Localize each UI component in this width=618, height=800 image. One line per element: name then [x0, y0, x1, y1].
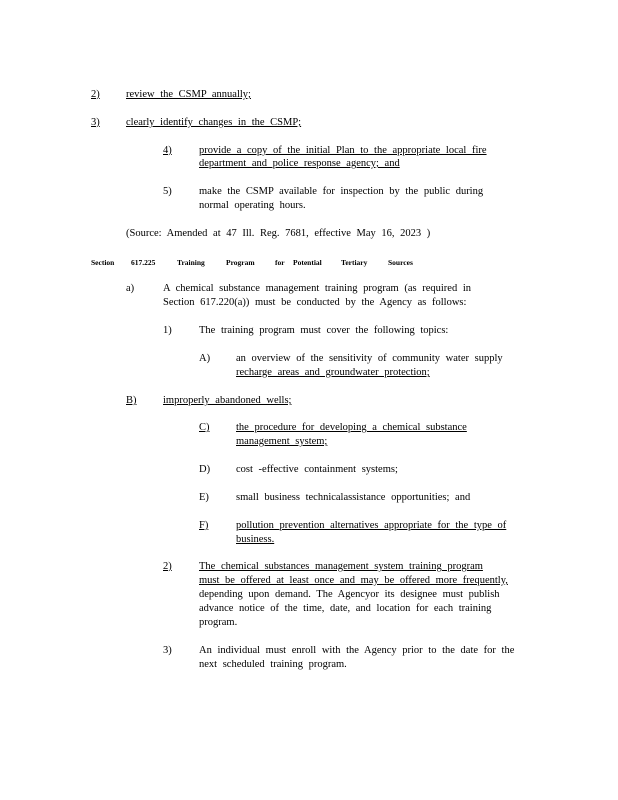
item-3-marker: 3): [91, 117, 100, 128]
item-3-text: clearly identify changes in the CSMP;: [126, 117, 302, 128]
source-note: (Source: Amended at 47 Ill. Reg. 7681, effective May 16, 2023 ): [126, 228, 431, 239]
para-E-marker: E): [199, 492, 209, 503]
para-B-marker: B): [126, 395, 137, 406]
para-C-line-2: management system;: [236, 436, 328, 447]
heading-word-2: Program: [226, 258, 255, 267]
para-F-line-1: pollution prevention alternatives appropriate for the type of: [236, 520, 507, 531]
para-D-text: cost -effective containment systems;: [236, 464, 398, 475]
para-3-line-2: next scheduled training program.: [199, 659, 347, 670]
item-2-marker: 2): [91, 89, 100, 100]
para-3-line-1: An individual must enroll with the Agency prior to the date for the: [199, 645, 515, 656]
para-A-marker: A): [199, 353, 211, 364]
para-2-line-4: advance notice of the time, date, and location for each training: [199, 603, 492, 614]
para-a-marker: a): [126, 283, 135, 294]
para-E-text: small business technicalassistance opportunities; and: [236, 492, 471, 503]
item-2-text: review the CSMP annually;: [126, 89, 251, 100]
para-2-line-2: must be offered at least once and may be offered more frequently,: [199, 575, 508, 586]
para-A-line-1: an overview of the sensitivity of community water supply: [236, 353, 503, 364]
para-a-line-1: A chemical substance management training program (as required in: [163, 283, 471, 294]
para-2-line-5: program.: [199, 617, 238, 628]
section-label: Section: [91, 258, 115, 267]
para-F-marker: F): [199, 520, 209, 531]
item-4-line-2: department and police response agency; and: [199, 158, 400, 169]
para-2-marker: 2): [163, 561, 172, 572]
para-a-line-2: Section 617.220(a)) must be conducted by the Agency as follows:: [163, 297, 467, 308]
para-2-line-1: The chemical substances management system training program: [199, 561, 483, 572]
heading-word-5: Tertiary: [341, 258, 368, 267]
para-1-text: The training program must cover the following topics:: [199, 325, 449, 336]
item-5-line-2: normal operating hours.: [199, 200, 306, 211]
para-2-line-3: depending upon demand. The Agencyor its designee must publish: [199, 589, 500, 600]
heading-word-6: Sources: [388, 258, 413, 267]
para-C-line-1: the procedure for developing a chemical substance: [236, 422, 467, 433]
para-C-marker: C): [199, 422, 210, 433]
para-3-marker: 3): [163, 645, 172, 656]
heading-word-4: Potential: [293, 258, 322, 267]
heading-word-1: Training: [177, 258, 205, 267]
heading-word-3: for: [275, 258, 285, 267]
para-F-line-2: business.: [236, 534, 275, 545]
para-D-marker: D): [199, 464, 211, 475]
para-1-marker: 1): [163, 325, 172, 336]
item-4-line-1: provide a copy of the initial Plan to the appropriate local fire: [199, 145, 487, 156]
section-number: 617.225: [131, 258, 156, 267]
para-B-text: improperly abandoned wells;: [163, 395, 292, 406]
item-5-line-1: make the CSMP available for inspection by the public during: [199, 186, 484, 197]
para-A-line-2: recharge areas and groundwater protection;: [236, 367, 430, 378]
item-4-marker: 4): [163, 145, 172, 156]
item-5-marker: 5): [163, 186, 172, 197]
